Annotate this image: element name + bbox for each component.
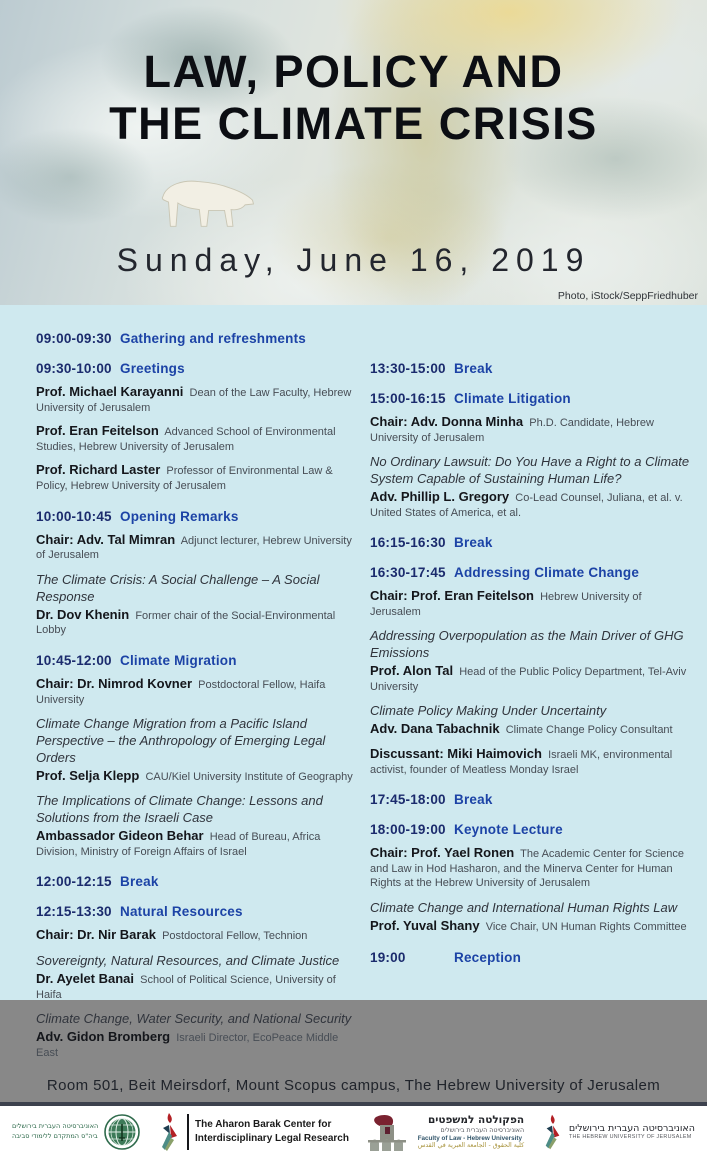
speaker-row [370, 918, 695, 935]
session-title: Climate Litigation [454, 391, 571, 406]
session-title: Break [454, 361, 493, 376]
speaker-affiliation: Advanced School of Environmental Studies, Hebrew University of Jerusalem [36, 426, 336, 454]
session-time: 16:15-16:30 [370, 535, 446, 551]
session [36, 509, 358, 638]
talk-title: Climate Change, Water Security, and National Security [36, 1011, 352, 1027]
session-time: 18:00-19:00 [370, 822, 446, 838]
talk-title: Climate Change and International Human Rights Law [370, 899, 678, 915]
speaker-name: Prof. Yuval Shany [370, 917, 480, 933]
speaker-affiliation: Professor of Environmental Law & Policy, Hebrew University of Jerusalem [36, 465, 333, 493]
talk-title: Climate Policy Making Under Uncertainty [370, 703, 607, 719]
barak-center-logo [159, 1112, 349, 1152]
speaker-row [36, 423, 358, 454]
torch-icon [159, 1112, 181, 1152]
talk-title: Sovereignty, Natural Resources, and Climate Justice [36, 953, 340, 969]
talk-title: Climate Change Migration from a Pacific Island Perspective – the Anthropology of Emerging Legal Orders [36, 715, 326, 765]
speaker-row [370, 845, 695, 890]
law-faculty-logo-text [418, 1114, 524, 1151]
page-title-line2: THE CLIMATE CRISIS [109, 98, 598, 150]
env-school-logo-text [12, 1122, 98, 1142]
venue-location: Room 501, Beit Meirsdorf, Mount Scopus campus, The Hebrew University of Jerusalem [46, 1077, 661, 1095]
logo-divider [187, 1114, 189, 1150]
session-header [36, 653, 358, 668]
speaker-row [370, 721, 695, 738]
session-title: Break [454, 792, 493, 808]
speaker-affiliation: Postdoctoral Fellow, Haifa University [36, 678, 326, 706]
speaker-name: Dr. Dov Khenin [36, 606, 130, 622]
speaker-row [36, 532, 358, 563]
speaker-name: Chair: Dr. Nir Barak [36, 927, 156, 943]
session [370, 565, 695, 777]
speaker-affiliation: CAU/Kiel University Institute of Geography [145, 770, 353, 783]
hebrew-university-logo-text [569, 1123, 695, 1140]
session [36, 331, 358, 346]
session [36, 653, 358, 860]
speaker-affiliation: Israeli MK, environmental activist, founder of Meatless Monday Israel [370, 749, 673, 776]
session-header [370, 535, 695, 550]
speaker-affiliation: Vice Chair, UN Human Rights Committee [485, 920, 687, 933]
speaker-name: Dr. Ayelet Banai [36, 971, 135, 987]
speaker-row [36, 607, 358, 638]
schedule-column-left [36, 331, 358, 1075]
law-faculty-line4: كلية الحقوق - الجامعة العبرية في القدس [417, 1142, 525, 1150]
hebrew-university-line1: האוניברסיטה העברית בירושלים [568, 1123, 695, 1135]
speaker-row [36, 1029, 358, 1060]
speaker-name: Prof. Alon Tal [370, 663, 454, 679]
session [370, 391, 695, 520]
session-title: Break [454, 535, 493, 551]
speaker-affiliation: Dean of the Law Faculty, Hebrew University of Jerusalem [36, 387, 352, 414]
speaker-name: Adv. Phillip L. Gregory [370, 488, 510, 504]
speaker-row [370, 746, 695, 777]
speaker-row [36, 462, 358, 493]
speaker-row [370, 588, 695, 619]
session-time: 15:00-16:15 [370, 391, 446, 406]
speaker-affiliation: Former chair of the Social-Environmental Lobby [36, 609, 336, 637]
session [370, 361, 695, 376]
speaker-row [36, 676, 358, 707]
law-faculty-logo [368, 1113, 524, 1151]
photo-credit: Photo, iStock/SeppFriedhuber [557, 290, 698, 302]
speaker-row [36, 768, 358, 785]
session-header [370, 950, 695, 965]
session-time: 13:30-15:00 [370, 361, 446, 376]
speaker-name: Chair: Prof. Eran Feitelson [370, 588, 534, 604]
session-time: 12:00-12:15 [36, 874, 112, 890]
session-time: 19:00 [370, 949, 406, 965]
speaker-name: Chair: Dr. Nimrod Kovner [36, 675, 193, 691]
session-time: 16:30-17:45 [370, 565, 446, 581]
event-date: Sunday, June 16, 2019 [116, 242, 591, 278]
speaker-name: Adv. Gidon Bromberg [36, 1029, 171, 1045]
talk-title: Addressing Overpopulation as the Main Driver of GHG Emissions [370, 628, 684, 661]
session-header [36, 904, 358, 919]
session-header [370, 822, 695, 837]
speaker-row [36, 384, 358, 415]
schedule [0, 305, 707, 1075]
speaker-affiliation: School of Political Science, University of Haifa [36, 974, 336, 1002]
speaker-affiliation: Adjunct lecturer, Hebrew University of Jerusalem [36, 534, 352, 562]
speaker-name: Ambassador Gideon Behar [36, 828, 204, 844]
session-header [370, 792, 695, 807]
speaker-name: Discussant: Miki Haimovich [370, 746, 542, 762]
session-title: Opening Remarks [120, 508, 239, 524]
speaker-affiliation: Co-Lead Counsel, Juliana, et al. v. United States of America, et al. [370, 491, 683, 519]
hebrew-university-logo [543, 1113, 695, 1151]
session-title: Keynote Lecture [454, 822, 563, 838]
session-header [370, 565, 695, 580]
logo-bar [0, 1106, 707, 1157]
speaker-name: Prof. Eran Feitelson [36, 423, 159, 439]
talk-title: No Ordinary Lawsuit: Do You Have a Right to a Climate System Capable of Sustaining Human Life? [370, 454, 690, 487]
polar-bear-icon [148, 170, 260, 236]
speaker-name: Prof. Richard Laster [36, 462, 161, 478]
barak-center-line2: Interdisciplinary Legal Research [195, 1132, 349, 1144]
session [36, 874, 358, 889]
session-title: Climate Migration [120, 652, 237, 668]
speaker-name: Prof. Selja Klepp [36, 767, 140, 783]
env-school-line1: האוניברסיטה העברית בירושלים [12, 1122, 99, 1131]
barak-center-line1: The Aharon Barak Center for [195, 1119, 332, 1131]
speaker-row [370, 414, 695, 445]
barak-center-logo-text [195, 1118, 349, 1145]
page-title-line1: LAW, POLICY AND [143, 46, 564, 97]
speaker-name: Chair: Prof. Yael Ronen [370, 845, 515, 861]
law-faculty-line1: הפקולטה למשפטים [427, 1113, 525, 1126]
session-time: 10:45-12:00 [36, 652, 112, 668]
session [370, 950, 695, 965]
session-header [370, 361, 695, 376]
env-school-line2: ביה"ס המתקדם ללימודי סביבה [12, 1131, 98, 1140]
speaker-name: Chair: Adv. Donna Minha [370, 414, 524, 429]
talk-title: The Climate Crisis: A Social Challenge – A Social Response [36, 571, 320, 604]
session [370, 822, 695, 934]
session [370, 535, 695, 550]
speaker-affiliation: Hebrew University of Jerusalem [370, 591, 642, 619]
globe-seal-icon [104, 1114, 140, 1150]
session-time: 17:45-18:00 [370, 792, 446, 808]
session [36, 361, 358, 494]
session-header [36, 361, 358, 376]
session-time: 09:30-10:00 [36, 361, 112, 376]
hebrew-university-line2: THE HEBREW UNIVERSITY OF JERUSALEM [568, 1134, 692, 1141]
session-title: Break [120, 874, 159, 890]
session [36, 904, 358, 1060]
session-header [36, 874, 358, 889]
session-header [370, 391, 695, 406]
session-header [36, 331, 358, 346]
speaker-affiliation: Israeli Director, EcoPeace Middle East [36, 1032, 339, 1060]
hero-photo [0, 0, 707, 305]
session-time: 10:00-10:45 [36, 508, 112, 524]
env-school-logo [12, 1114, 140, 1150]
speaker-name: Prof. Michael Karayanni [36, 384, 184, 399]
session-time: 12:15-13:30 [36, 904, 112, 920]
session-header [36, 509, 358, 524]
speaker-affiliation: Climate Change Policy Consultant [505, 724, 673, 737]
speaker-affiliation: Head of the Public Policy Department, Tel-Aviv University [370, 666, 687, 694]
session [370, 792, 695, 807]
session-title: Greetings [120, 361, 185, 376]
speaker-row [36, 927, 358, 944]
speaker-affiliation: Ph.D. Candidate, Hebrew University of Jerusalem [370, 417, 654, 444]
speaker-row [36, 971, 358, 1002]
schedule-column-right [358, 331, 695, 1075]
law-building-icon [368, 1113, 412, 1151]
page-title [0, 0, 707, 150]
session-title: Gathering and refreshments [120, 331, 306, 346]
session-title: Natural Resources [120, 904, 243, 920]
speaker-affiliation: The Academic Center for Science and Law in Hod Hasharon, and the Minerva Center for Human Rights at the Hebrew University of Jerusalem [370, 848, 685, 890]
session-title: Reception [454, 949, 522, 965]
speaker-name: Adv. Dana Tabachnik [370, 721, 500, 737]
speaker-affiliation: Postdoctoral Fellow, Technion [162, 930, 308, 943]
torch-icon [543, 1113, 563, 1151]
session-title: Addressing Climate Change [454, 565, 640, 581]
law-faculty-line2: האוניברסיטה העברית בירושלים [440, 1126, 525, 1134]
speaker-row [370, 663, 695, 694]
speaker-name: Chair: Adv. Tal Mimran [36, 531, 176, 547]
session-time: 09:00-09:30 [36, 331, 112, 346]
speaker-affiliation: Head of Bureau, Africa Division, Ministry of Foreign Affairs of Israel [36, 831, 321, 859]
speaker-row [370, 489, 695, 520]
talk-title: The Implications of Climate Change: Lessons and Solutions from the Israeli Case [36, 793, 323, 826]
speaker-row [36, 828, 358, 859]
law-faculty-line3: Faculty of Law - Hebrew University [417, 1134, 522, 1142]
